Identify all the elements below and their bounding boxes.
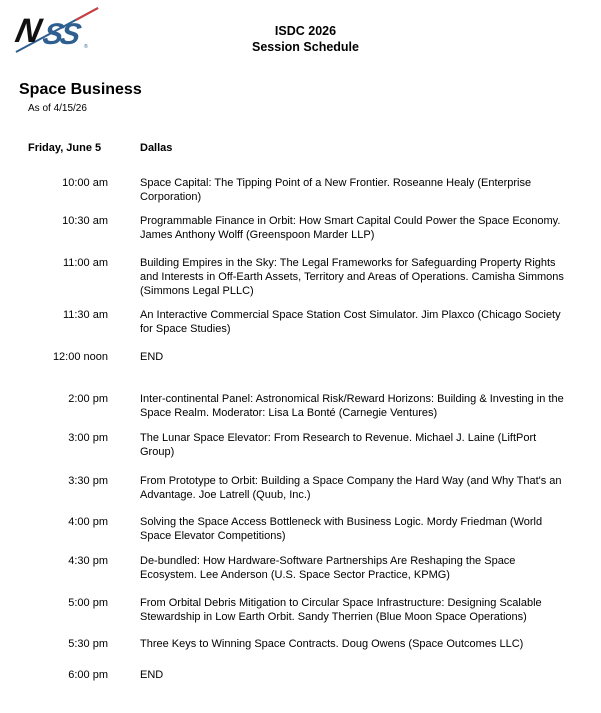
session-time: 5:30 pm	[68, 638, 108, 650]
document-title: Session Schedule	[252, 40, 359, 54]
session-time: 3:30 pm	[68, 475, 108, 487]
session-description: Inter-continental Panel: Astronomical Risk/Reward Horizons: Building & Investing in the Space Realm. Moderator: Lisa La Bonté (Carnegie Ventures)	[140, 393, 564, 419]
session-description: From Orbital Debris Mitigation to Circular Space Infrastructure: Designing Scalable Stewardship in Low Earth Orbit. Sandy Therrien (Blue Moon Space Operations)	[140, 597, 542, 623]
session-time: 2:00 pm	[68, 393, 108, 405]
session-description: The Lunar Space Elevator: From Research to Revenue. Michael J. Laine (LiftPort Group)	[140, 432, 537, 458]
document-header	[0, 23, 601, 55]
svg-text:®: ®	[84, 44, 88, 50]
session-description: Space Capital: The Tipping Point of a New Frontier. Roseanne Healy (Enterprise Corporation)	[140, 177, 532, 203]
session-time: 11:30 am	[62, 309, 108, 321]
session-time: 12:00 noon	[52, 351, 108, 363]
session-description: An Interactive Commercial Space Station Cost Simulator. Jim Plaxco (Chicago Society for Space Studies)	[140, 309, 561, 335]
session-description: END	[140, 669, 164, 681]
session-description: Three Keys to Winning Space Contracts. Doug Owens (Space Outcomes LLC)	[140, 638, 524, 650]
session-description: De-bundled: How Hardware-Software Partnerships Are Reshaping the Space Ecosystem. Lee Anderson (U.S. Space Sector Practice, KPMG)	[140, 555, 516, 581]
session-time: 11:00 am	[62, 257, 108, 269]
session-time: 10:30 am	[62, 215, 108, 227]
location-label: Dallas	[140, 142, 173, 154]
session-description: Building Empires in the Sky: The Legal Frameworks for Safeguarding Property Rights and Interests in Off-Earth Assets, Territory and Areas of Operations. Camisha Simmons (Simmons Legal PLLC)	[140, 257, 564, 297]
day-label: Friday, June 5	[28, 142, 102, 154]
session-time: 4:00 pm	[68, 516, 108, 528]
session-time: 3:00 pm	[68, 432, 108, 444]
session-description: END	[140, 351, 164, 363]
session-time: 6:00 pm	[68, 669, 108, 681]
session-time: 5:00 pm	[68, 597, 108, 609]
session-time: 4:30 pm	[68, 555, 108, 567]
svg-text:SS: SS	[40, 18, 81, 51]
session-description: Programmable Finance in Orbit: How Smart Capital Could Power the Space Economy. James Anthony Wolff (Greenspoon Marder LLP)	[140, 215, 561, 241]
session-description: From Prototype to Orbit: Building a Space Company the Hard Way (and Why That's an Advantage. Joe Latrell (Quub, Inc.)	[140, 475, 562, 501]
session-time: 10:00 am	[62, 177, 108, 189]
section-title: Space Business	[19, 81, 142, 98]
event-title: ISDC 2026	[274, 24, 337, 38]
session-description: Solving the Space Access Bottleneck with Business Logic. Mordy Friedman (World Space Elevator Competitions)	[140, 516, 543, 542]
as-of-date: As of 4/15/26	[28, 103, 87, 114]
svg-text:N: N	[14, 12, 42, 50]
